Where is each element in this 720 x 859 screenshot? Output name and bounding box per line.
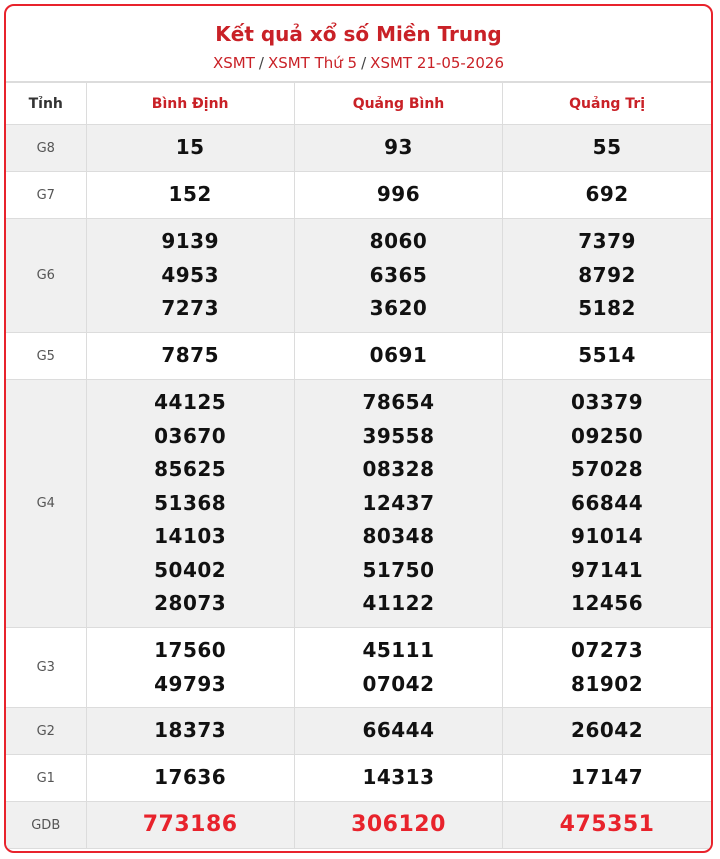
prize-number: 15	[175, 135, 205, 160]
prize-cell	[503, 755, 711, 802]
prize-number: 03670	[154, 423, 227, 448]
breadcrumb-separator: /	[258, 54, 264, 72]
prize-number: 80348	[362, 524, 435, 549]
prize-number: 8060	[369, 229, 428, 254]
prize-cell	[86, 628, 294, 708]
prize-cell	[86, 172, 294, 219]
breadcrumb-xsmt-date-link[interactable]: XSMT 21-05-2026	[370, 54, 505, 72]
prize-number: 07042	[362, 671, 435, 696]
prize-row-gdb	[6, 802, 711, 849]
prize-number: 55	[592, 135, 622, 160]
special-prize-number: 475351	[559, 812, 655, 838]
prize-number: 14313	[362, 765, 435, 790]
prize-cell	[503, 802, 711, 849]
breadcrumb-xsmt-link[interactable]: XSMT	[212, 54, 255, 72]
prize-cell	[86, 333, 294, 380]
prize-cell	[86, 219, 294, 333]
prize-cell	[294, 755, 502, 802]
prize-number: 12437	[362, 490, 435, 515]
prize-number: 3620	[369, 296, 428, 321]
prize-number: 6365	[369, 262, 428, 287]
results-header	[6, 6, 711, 82]
prize-cell	[86, 802, 294, 849]
prize-number: 17560	[154, 638, 227, 662]
prize-label: G3	[6, 628, 86, 708]
prize-number: 51368	[154, 490, 227, 515]
prize-cell	[503, 628, 711, 708]
prize-cell	[503, 708, 711, 755]
column-header-quang-tri: Quảng Trị	[503, 83, 711, 125]
prize-row-g6	[6, 219, 711, 333]
prize-number: 85625	[154, 457, 227, 482]
column-header-province: Tỉnh	[6, 83, 86, 125]
prize-row-g8	[6, 125, 711, 172]
prize-row-g3	[6, 628, 711, 708]
prize-label: G6	[6, 219, 86, 333]
special-prize-number: 773186	[142, 812, 238, 838]
prize-cell	[294, 802, 502, 849]
breadcrumb-separator: /	[361, 54, 367, 72]
breadcrumb-xsmt-thu5-link[interactable]: XSMT Thứ 5	[267, 54, 358, 72]
table-header-row	[6, 83, 711, 125]
page-title: Kết quả xổ số Miền Trung	[215, 22, 502, 46]
prize-label: G1	[6, 755, 86, 802]
prize-number: 97141	[571, 557, 644, 582]
special-prize-number: 306120	[351, 812, 446, 838]
prize-label: G5	[6, 333, 86, 380]
prize-label: G8	[6, 125, 86, 172]
prize-cell	[294, 125, 502, 172]
prize-number: 50402	[154, 557, 227, 582]
prize-number: 17636	[154, 765, 227, 790]
prize-number: 66844	[571, 490, 644, 515]
prize-number: 692	[585, 182, 629, 207]
prize-number: 7875	[161, 343, 219, 368]
prize-label: G4	[6, 380, 86, 628]
prize-number: 18373	[154, 718, 227, 743]
breadcrumb	[6, 54, 711, 72]
prize-cell	[294, 708, 502, 755]
prize-number: 57028	[571, 457, 644, 482]
prize-cell	[503, 125, 711, 172]
prize-row-g7	[6, 172, 711, 219]
prize-cell	[86, 380, 294, 628]
prize-cell	[294, 628, 502, 708]
prize-cell	[503, 333, 711, 380]
prize-number: 91014	[571, 524, 644, 549]
prize-number: 9139	[161, 229, 219, 254]
results-table	[6, 82, 711, 849]
prize-number: 81902	[571, 671, 644, 696]
prize-number: 45111	[362, 638, 435, 662]
prize-label: GDB	[6, 802, 86, 849]
prize-number: 07273	[571, 638, 644, 662]
column-header-binh-dinh: Bình Định	[86, 83, 294, 125]
prize-number: 14103	[154, 524, 227, 549]
prize-cell	[294, 380, 502, 628]
prize-cell	[86, 755, 294, 802]
prize-number: 8792	[578, 262, 636, 287]
prize-number: 08328	[362, 457, 435, 482]
results-card	[4, 4, 713, 853]
prize-cell	[503, 172, 711, 219]
prize-number: 78654	[362, 390, 435, 415]
prize-cell	[294, 219, 502, 333]
prize-row-g2	[6, 708, 711, 755]
prize-number: 28073	[154, 591, 227, 616]
prize-number: 5514	[578, 343, 636, 368]
prize-number: 17147	[571, 765, 644, 790]
prize-number: 26042	[571, 718, 644, 743]
column-header-quang-binh: Quảng Bình	[294, 83, 502, 125]
prize-number: 12456	[571, 591, 644, 616]
prize-number: 152	[168, 182, 212, 207]
prize-label: G7	[6, 172, 86, 219]
prize-cell	[294, 172, 502, 219]
prize-row-g5	[6, 333, 711, 380]
prize-cell	[86, 708, 294, 755]
prize-number: 09250	[571, 423, 644, 448]
prize-row-g4	[6, 380, 711, 628]
prize-number: 7379	[578, 229, 636, 254]
prize-number: 7273	[161, 296, 219, 321]
prize-number: 996	[376, 182, 421, 207]
prize-cell	[86, 125, 294, 172]
prize-number: 39558	[362, 423, 435, 448]
prize-number: 41122	[362, 591, 435, 616]
prize-label: G2	[6, 708, 86, 755]
prize-cell	[503, 380, 711, 628]
prize-cell	[294, 333, 502, 380]
prize-number: 66444	[362, 718, 435, 743]
prize-number: 44125	[154, 390, 227, 415]
prize-cell	[503, 219, 711, 333]
prize-number: 03379	[571, 390, 644, 415]
prize-row-g1	[6, 755, 711, 802]
prize-number: 49793	[154, 671, 227, 696]
prize-number: 51750	[362, 557, 435, 582]
prize-number: 4953	[161, 262, 219, 287]
prize-number: 93	[384, 135, 413, 160]
prize-number: 0691	[369, 343, 428, 368]
prize-number: 5182	[578, 296, 636, 321]
